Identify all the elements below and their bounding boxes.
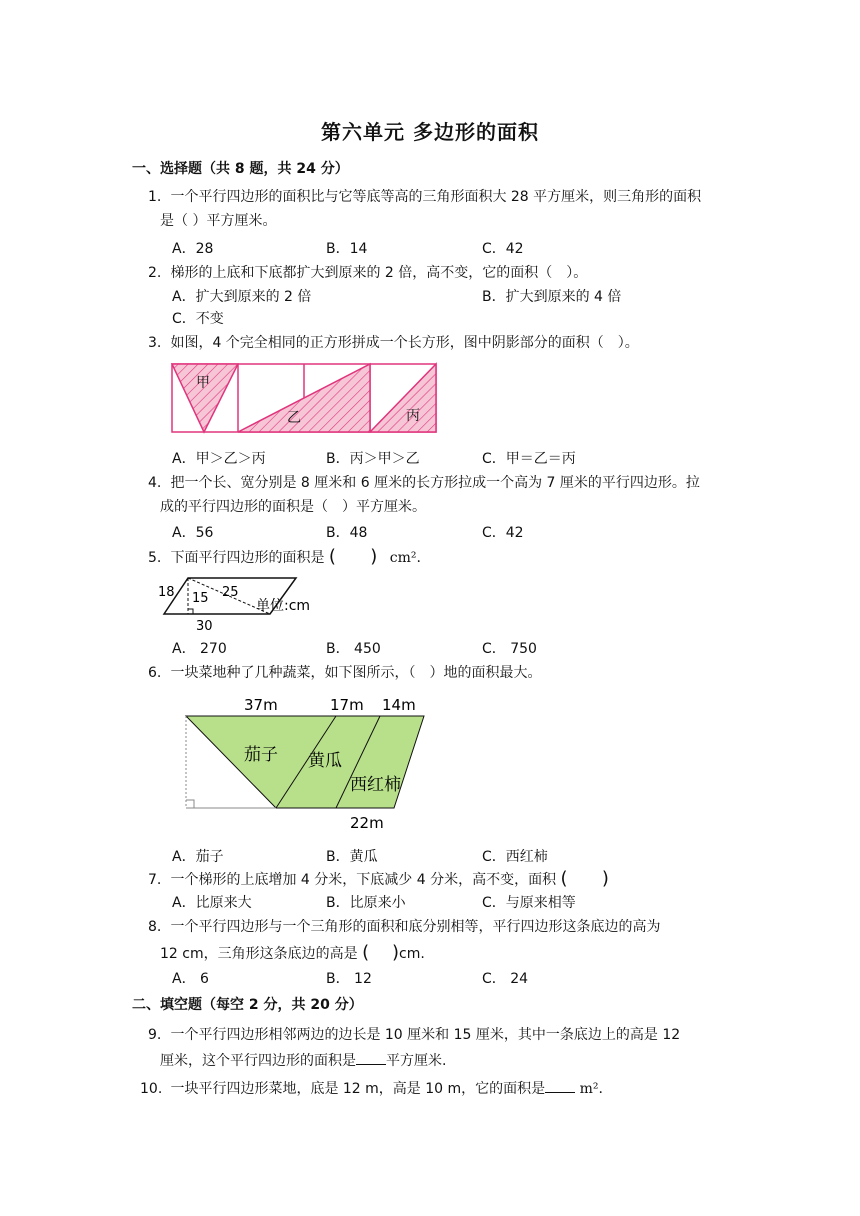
q6-label-17m: 17m: [330, 696, 364, 714]
q1-line2: 是（ ）平方厘米。: [160, 213, 277, 229]
q5-text: 下面平行四边形的面积是: [170, 550, 325, 566]
q7-answer-blank[interactable]: ( ): [560, 868, 609, 889]
q5-option-b[interactable]: B． 450: [326, 641, 381, 657]
q4-option-c[interactable]: C．42: [482, 525, 524, 541]
question-5: [148, 546, 738, 569]
q4-option-a[interactable]: A．56: [172, 525, 214, 541]
q10-answer-blank[interactable]: [545, 1078, 575, 1093]
question-6: [148, 662, 738, 684]
q5-answer-blank[interactable]: ( ): [328, 546, 378, 567]
q5-number: 5.: [148, 550, 162, 566]
question-3: [148, 332, 738, 354]
q7-option-b[interactable]: B．比原来小: [326, 895, 406, 911]
q2-text: 梯形的上底和下底都扩大到原来的 2 倍，高不变，它的面积（ ）。: [170, 265, 588, 281]
q4-line1: 把一个长、宽分别是 8 厘米和 6 厘米的长方形拉成一个高为 7 厘米的平行四边形。拉: [170, 475, 700, 491]
q2-option-a[interactable]: A．扩大到原来的 2 倍: [172, 289, 312, 305]
page-title: 第六单元 多边形的面积: [321, 120, 539, 144]
q9-line2: [160, 1050, 750, 1072]
q3-number: 3.: [148, 335, 162, 351]
q5-figure: [156, 572, 336, 634]
section-1-heading: 一、选择题（共 8 题，共 24 分）: [132, 161, 349, 177]
q9-number: 9.: [148, 1027, 162, 1043]
q6-label-tomato: 西红柿: [350, 775, 401, 795]
q6-label-14m: 14m: [382, 696, 416, 714]
q1-number: 1.: [148, 189, 162, 205]
q8-option-a[interactable]: A． 6: [172, 971, 209, 987]
q6-label-37m: 37m: [244, 696, 278, 714]
q10-number: 10.: [140, 1081, 163, 1097]
q1-line1: 一个平行四边形的面积比与它等底等高的三角形面积大 28 平方厘米，则三角形的面积: [170, 189, 702, 205]
q3-option-c[interactable]: C．甲＝乙＝丙: [482, 451, 576, 467]
q5-unit-label: 单位:cm: [256, 598, 311, 614]
question-8: [148, 916, 738, 938]
q5-label-30: 30: [196, 619, 213, 634]
q6-option-b[interactable]: B．黄瓜: [326, 849, 378, 865]
q5-option-c[interactable]: C． 750: [482, 641, 537, 657]
q9-answer-blank[interactable]: [356, 1050, 386, 1065]
q5-label-18: 18: [158, 585, 175, 600]
q6-figure: [160, 690, 440, 834]
q8-option-c[interactable]: C． 24: [482, 971, 529, 987]
q10-unit: m².: [579, 1081, 603, 1097]
q2-option-c[interactable]: C．不变: [172, 311, 224, 327]
q8-option-b[interactable]: B． 12: [326, 971, 372, 987]
q8-unit: cm.: [399, 946, 425, 962]
question-9: [148, 1024, 738, 1046]
q6-number: 6.: [148, 665, 162, 681]
q5-label-15: 15: [192, 591, 209, 606]
q5-unit: cm².: [389, 550, 421, 566]
q9-unit: 平方厘米.: [386, 1053, 447, 1069]
question-2: [148, 262, 738, 284]
q6-label-eggplant: 茄子: [244, 745, 278, 765]
q4-line2: 成的平行四边形的面积是（ ）平方厘米。: [160, 499, 426, 515]
section-2-heading: 二、填空题（每空 2 分，共 20 分）: [132, 997, 363, 1013]
q3-text: 如图，4 个完全相同的正方形拼成一个长方形，图中阴影部分的面积（ ）。: [170, 335, 639, 351]
q6-label-22m: 22m: [350, 814, 384, 832]
question-7: [148, 868, 738, 891]
question-4: [148, 472, 738, 494]
q7-text: 一个梯形的上底增加 4 分米，下底减少 4 分米，高不变，面积: [170, 872, 557, 888]
q6-label-cucumber: 黄瓜: [308, 751, 342, 771]
q2-number: 2.: [148, 265, 162, 281]
q6-option-a[interactable]: A．茄子: [172, 849, 224, 865]
q8-line2: [160, 942, 750, 965]
q8-line1: 一个平行四边形与一个三角形的面积和底分别相等，平行四边形这条底边的高为: [170, 919, 661, 935]
question-1: [148, 186, 738, 208]
q7-number: 7.: [148, 872, 162, 888]
q10-text: 一块平行四边形菜地，底是 12 m，高是 10 m，它的面积是: [170, 1081, 546, 1097]
q3-label-jia: 甲: [196, 375, 210, 391]
q6-option-c[interactable]: C．西红柿: [482, 849, 548, 865]
q7-option-a[interactable]: A．比原来大: [172, 895, 252, 911]
q5-label-25: 25: [222, 585, 239, 600]
q6-text: 一块菜地种了几种蔬菜，如下图所示，（ ）地的面积最大。: [170, 665, 542, 681]
q1-option-a[interactable]: A．28: [172, 241, 214, 257]
q4-option-b[interactable]: B．48: [326, 525, 368, 541]
q9-line1: 一个平行四边形相邻两边的边长是 10 厘米和 15 厘米，其中一条底边上的高是 12: [170, 1027, 681, 1043]
q3-label-bing: 丙: [406, 408, 420, 424]
q6-right-angle: [186, 800, 194, 808]
q3-shape-bing: [370, 364, 436, 432]
q4-number: 4.: [148, 475, 162, 491]
q3-label-yi: 乙: [287, 410, 301, 426]
q3-option-b[interactable]: B．丙＞甲＞乙: [326, 451, 420, 467]
q1-option-b[interactable]: B．14: [326, 241, 368, 257]
q8-answer-blank[interactable]: ( ): [362, 942, 399, 963]
q8-line2-text: 12 cm，三角形这条底边的高是: [160, 946, 358, 962]
q3-option-a[interactable]: A．甲＞乙＞丙: [172, 451, 266, 467]
q2-option-b[interactable]: B．扩大到原来的 4 倍: [482, 289, 622, 305]
q1-option-c[interactable]: C．42: [482, 241, 524, 257]
q5-option-a[interactable]: A． 270: [172, 641, 227, 657]
question-10: [140, 1078, 730, 1100]
q8-number: 8.: [148, 919, 162, 935]
q9-line2-text: 厘米，这个平行四边形的面积是: [160, 1053, 356, 1069]
q7-option-c[interactable]: C．与原来相等: [482, 895, 576, 911]
q3-figure: [170, 362, 440, 436]
